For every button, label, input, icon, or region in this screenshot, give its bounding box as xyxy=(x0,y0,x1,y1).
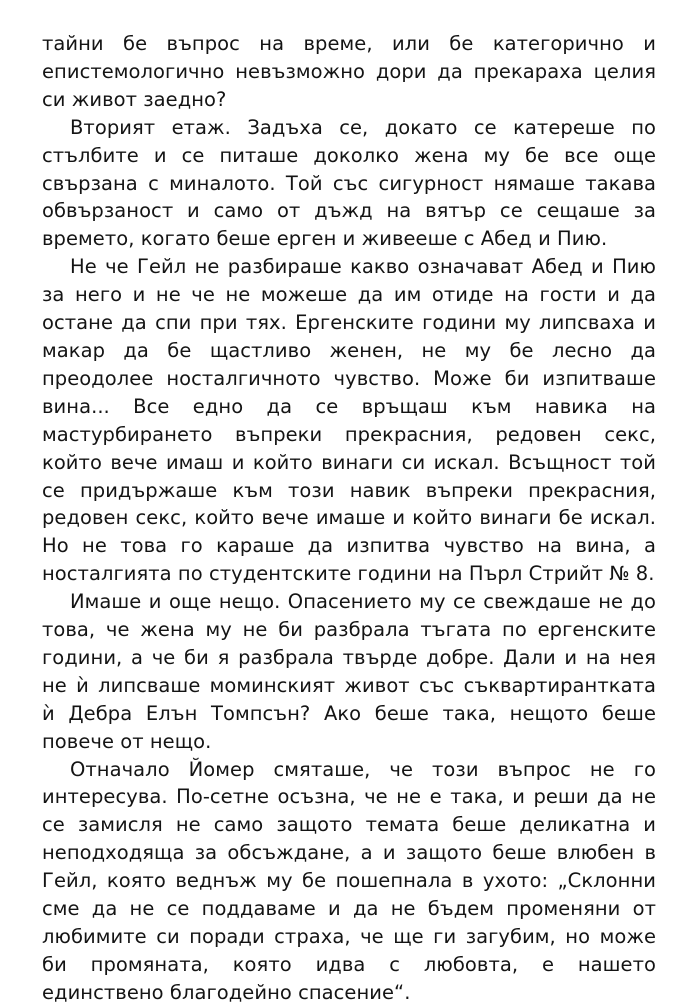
paragraph-3: Не че Гейл не разбираше какво означават Абед и Пию за него и не че не можеше да им отиде на гости и да остане да спи при тях. Ергенските години му липсваха и макар да бе щастливо женен, не му бе лесно да преодолее носталгичното чувство. Може би изпитваше вина... Все едно да се връщаш към навика на мастурбирането въпреки прекрасния, редовен секс, който вече имаш и който винаги си искал. Всъщност той се придържаше към този навик въпреки прекрасния, редовен секс, който вече имаше и който винаги бе искал. Но не това го караше да изпитва чувство на вина, а носталгията по студентските години на Пърл Стрийт № 8. xyxy=(42,255,656,586)
body-text xyxy=(42,30,656,1007)
paragraph-5: Отначало Йомер смяташе, че този въпрос не го интересува. По-сетне осъзна, че не е така, и реши да не се замисля не само защото темата беше деликатна и неподходяща за обсъждане, а и защото беше влюбен в Гейл, която веднъж му бе пошепнала в ухото: „Склонни сме да не се поддаваме и да не бъдем променяни от любимите си поради страха, че ще ги загубим, но може би промяната, която идва с любовта, е нашето единствено благодейно спасение“. xyxy=(42,757,656,1004)
paragraph-1: тайни бе въпрос на време, или бе категорично и епистемологично невъзможно дори да прекараха целия си живот заедно? xyxy=(42,32,656,111)
paragraph-2: Вторият етаж. Задъха се, докато се катереше по стълбите и се питаше доколко жена му бе все още свързана с миналото. Той със сигурност нямаше такава обвързаност и само от дъжд на вятър се сещаше за времето, когато беше ерген и живееше с Абед и Пию. xyxy=(42,115,656,251)
paragraph-4: Имаше и още нещо. Опасението му се свеждаше не до това, че жена му не би разбрала тъгата по ергенските години, а че би я разбрала твърде добре. Дали и на нея не ѝ липсваше моминският живот със съквартирантката ѝ Дебра Елън Томпсън? Ако беше така, нещото беше повече от нещо. xyxy=(42,590,656,753)
